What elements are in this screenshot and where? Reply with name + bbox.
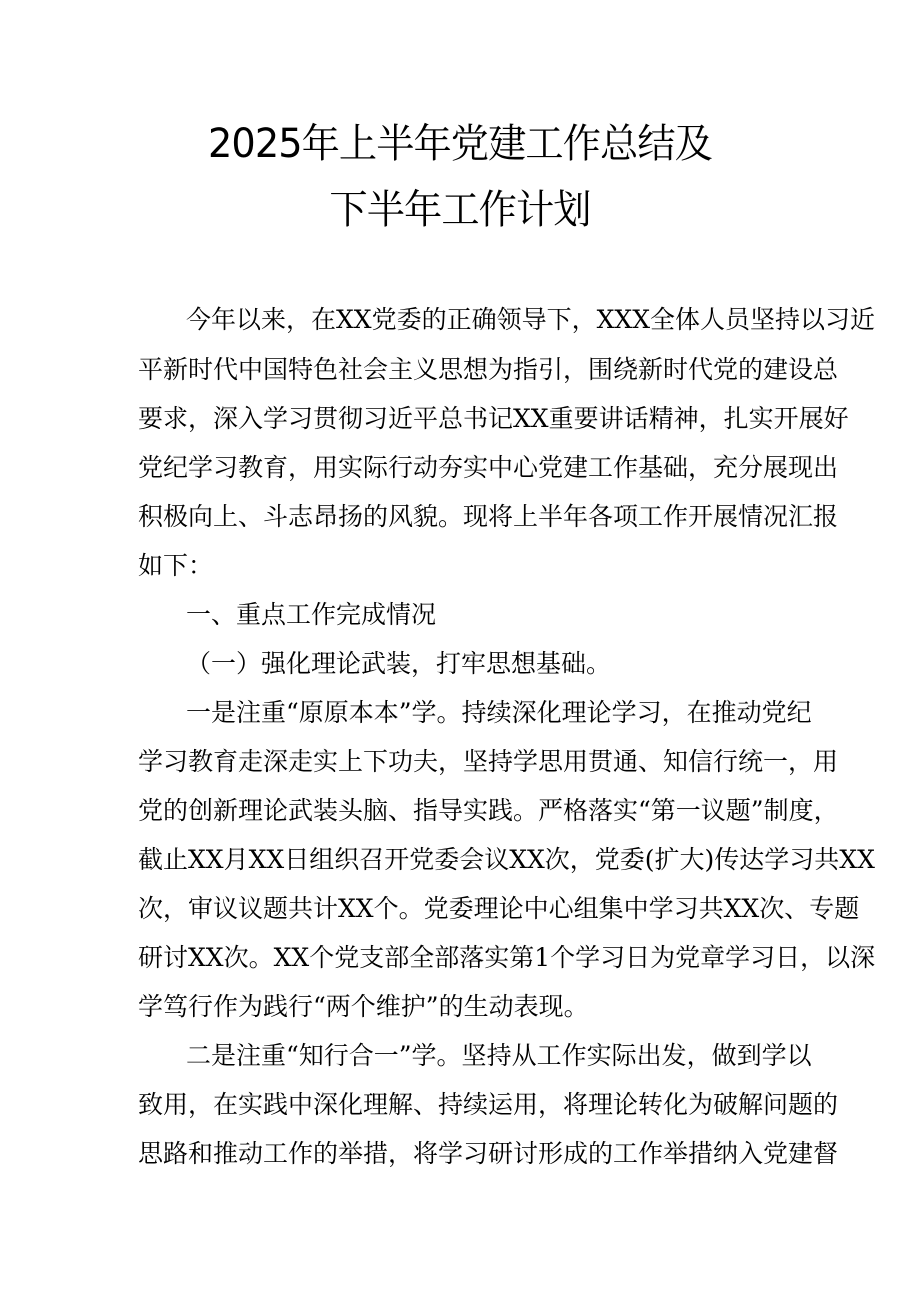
body-text-line: 致用，在实践中深化理解、持续运用，将理论转化为破解问题的 (138, 1090, 839, 1119)
body-text-line: 一是注重“原原本本”学。持续深化理论学习，在推动党纪 (186, 698, 812, 727)
body-text-line: 截止XX月XX日组织召开党委会议XX次，党委(扩大)传达学习共XX (138, 845, 875, 874)
body-text-line: 今年以来，在XX党委的正确领导下，XXX全体人员坚持以习近 (186, 305, 875, 334)
body-text-line: 如下： (138, 551, 214, 580)
body-text-line: 平新时代中国特色社会主义思想为指引，围绕新时代党的建设总 (138, 355, 839, 384)
body-text-line: 要求，深入学习贯彻习近平总书记XX重要讲话精神，扎实开展好 (138, 404, 849, 433)
body-text-line: 研讨XX次。XX个党支部全部落实第1个学习日为党章学习日，以深 (138, 943, 876, 972)
body-text-line: 学习教育走深走实上下功夫，坚持学思用贯通、知信行统一，用 (138, 747, 839, 776)
body-text-line: 积极向上、斗志昂扬的风貌。现将上半年各项工作开展情况汇报 (138, 502, 839, 531)
body-text-line: 次，审议议题共计XX个。党委理论中心组集中学习共XX次、专题 (138, 894, 860, 923)
body-text-line: 党的创新理论武装头脑、指导实践。严格落实“第一议题”制度， (138, 796, 839, 825)
document-title-line-2: 下半年工作计划 (329, 187, 591, 233)
subsection-heading: （一）强化理论武装，打牢思想基础。 (186, 649, 612, 678)
body-text-line: 学笃行作为践行“两个维护”的生动表现。 (138, 992, 589, 1021)
section-heading: 一、重点工作完成情况 (186, 600, 437, 629)
body-text-line: 党纪学习教育，用实际行动夯实中心党建工作基础，充分展现出 (138, 453, 839, 482)
document-title-line-1: 2025年上半年党建工作总结及 (208, 121, 712, 167)
body-text-line: 思路和推动工作的举措，将学习研讨形成的工作举措纳入党建督 (138, 1139, 839, 1168)
body-text-line: 二是注重“知行合一”学。坚持从工作实际出发，做到学以 (186, 1041, 812, 1070)
